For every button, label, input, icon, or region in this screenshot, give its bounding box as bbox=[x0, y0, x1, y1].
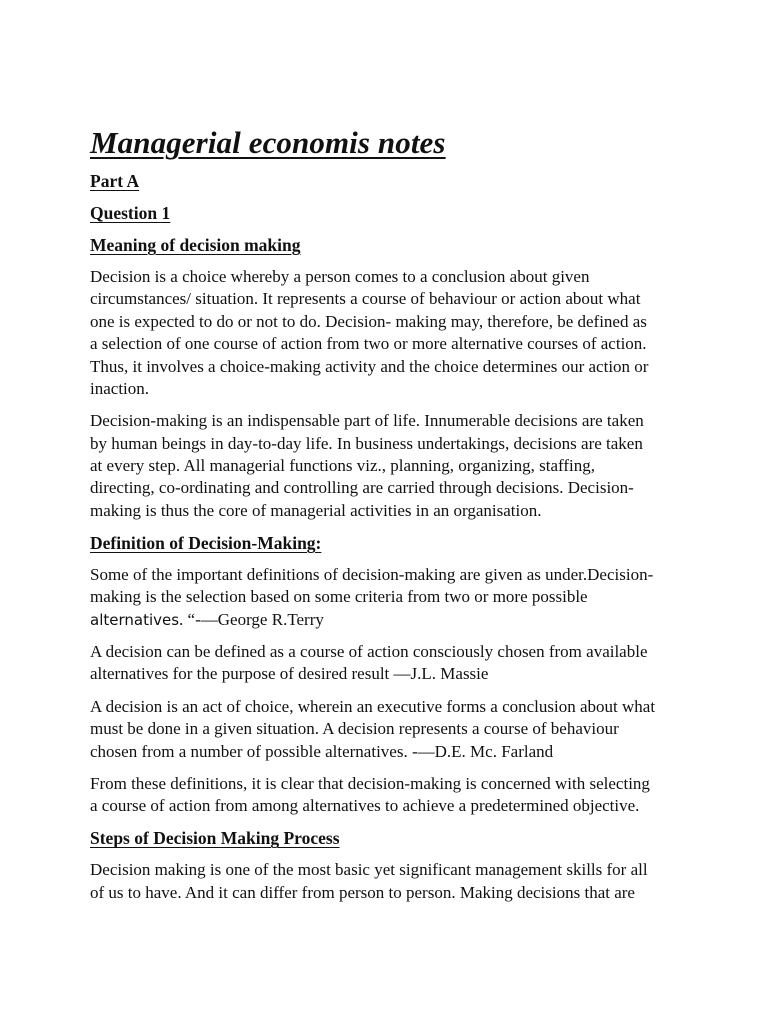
question-heading: Question 1 bbox=[90, 203, 171, 223]
paragraph-definition-terry bbox=[90, 564, 680, 631]
text-line: Some of the important definitions of decision-making are given as under.Decision- bbox=[90, 565, 654, 585]
paragraph-steps-1 bbox=[90, 859, 680, 904]
text-line: alternatives for the purpose of desired result —J.L. Massie bbox=[90, 664, 489, 684]
text-line: Thus, it involves a choice-making activity and the choice determines our action or bbox=[90, 356, 649, 376]
text-line: Decision-making is an indispensable part of life. Innumerable decisions are taken bbox=[90, 411, 644, 431]
paragraph-meaning-2 bbox=[90, 410, 680, 522]
text-line: at every step. All managerial functions viz., planning, organizing, staffing, bbox=[90, 456, 595, 476]
document-page bbox=[90, 122, 680, 914]
text-line: one is expected to do or not to do. Decision- making may, therefore, be defined as bbox=[90, 311, 647, 331]
text-line: A decision can be defined as a course of action consciously chosen from available bbox=[90, 642, 648, 662]
part-heading: Part A bbox=[90, 171, 140, 191]
paragraph-definition-farland bbox=[90, 696, 680, 763]
text-line bbox=[90, 609, 680, 631]
text-line: by human beings in day-to-day life. In business undertakings, decisions are taken bbox=[90, 433, 643, 453]
text-line: circumstances/ situation. It represents a course of behaviour or action about what bbox=[90, 289, 641, 309]
alternatives-word: alternatives bbox=[90, 610, 180, 629]
text-line: making is thus the core of managerial activities in an organisation. bbox=[90, 500, 542, 520]
paragraph-definition-summary bbox=[90, 773, 680, 818]
section-heading-definition: Definition of Decision-Making: bbox=[90, 533, 322, 554]
text-line: From these definitions, it is clear that decision-making is concerned with selecting bbox=[90, 773, 650, 793]
text-line: Decision making is one of the most basic yet significant management skills for all bbox=[90, 860, 648, 880]
text-line: chosen from a number of possible alternatives. -—D.E. Mc. Farland bbox=[90, 741, 554, 761]
text-line: directing, co-ordinating and controlling are carried through decisions. Decision- bbox=[90, 478, 634, 498]
terry-attribution: . “-—George R.Terry bbox=[179, 609, 324, 629]
document-title: Managerial economis notes bbox=[90, 125, 446, 160]
section-heading-steps: Steps of Decision Making Process bbox=[90, 828, 340, 849]
text-line: must be done in a given situation. A decision represents a course of behaviour bbox=[90, 719, 619, 739]
text-line: inaction. bbox=[90, 379, 150, 399]
paragraph-definition-massie bbox=[90, 641, 680, 686]
text-line: of us to have. And it can differ from person to person. Making decisions that are bbox=[90, 882, 635, 902]
section-heading-meaning: Meaning of decision making bbox=[90, 235, 301, 255]
text-line: a course of action from among alternatives to achieve a predetermined objective. bbox=[90, 796, 640, 816]
text-line: a selection of one course of action from two or more alternative courses of action. bbox=[90, 334, 647, 354]
paragraph-meaning-1 bbox=[90, 266, 680, 400]
text-line: Decision is a choice whereby a person comes to a conclusion about given bbox=[90, 267, 590, 286]
text-line: A decision is an act of choice, wherein an executive forms a conclusion about what bbox=[90, 696, 656, 716]
text-line: making is the selection based on some criteria from two or more possible bbox=[90, 587, 588, 607]
